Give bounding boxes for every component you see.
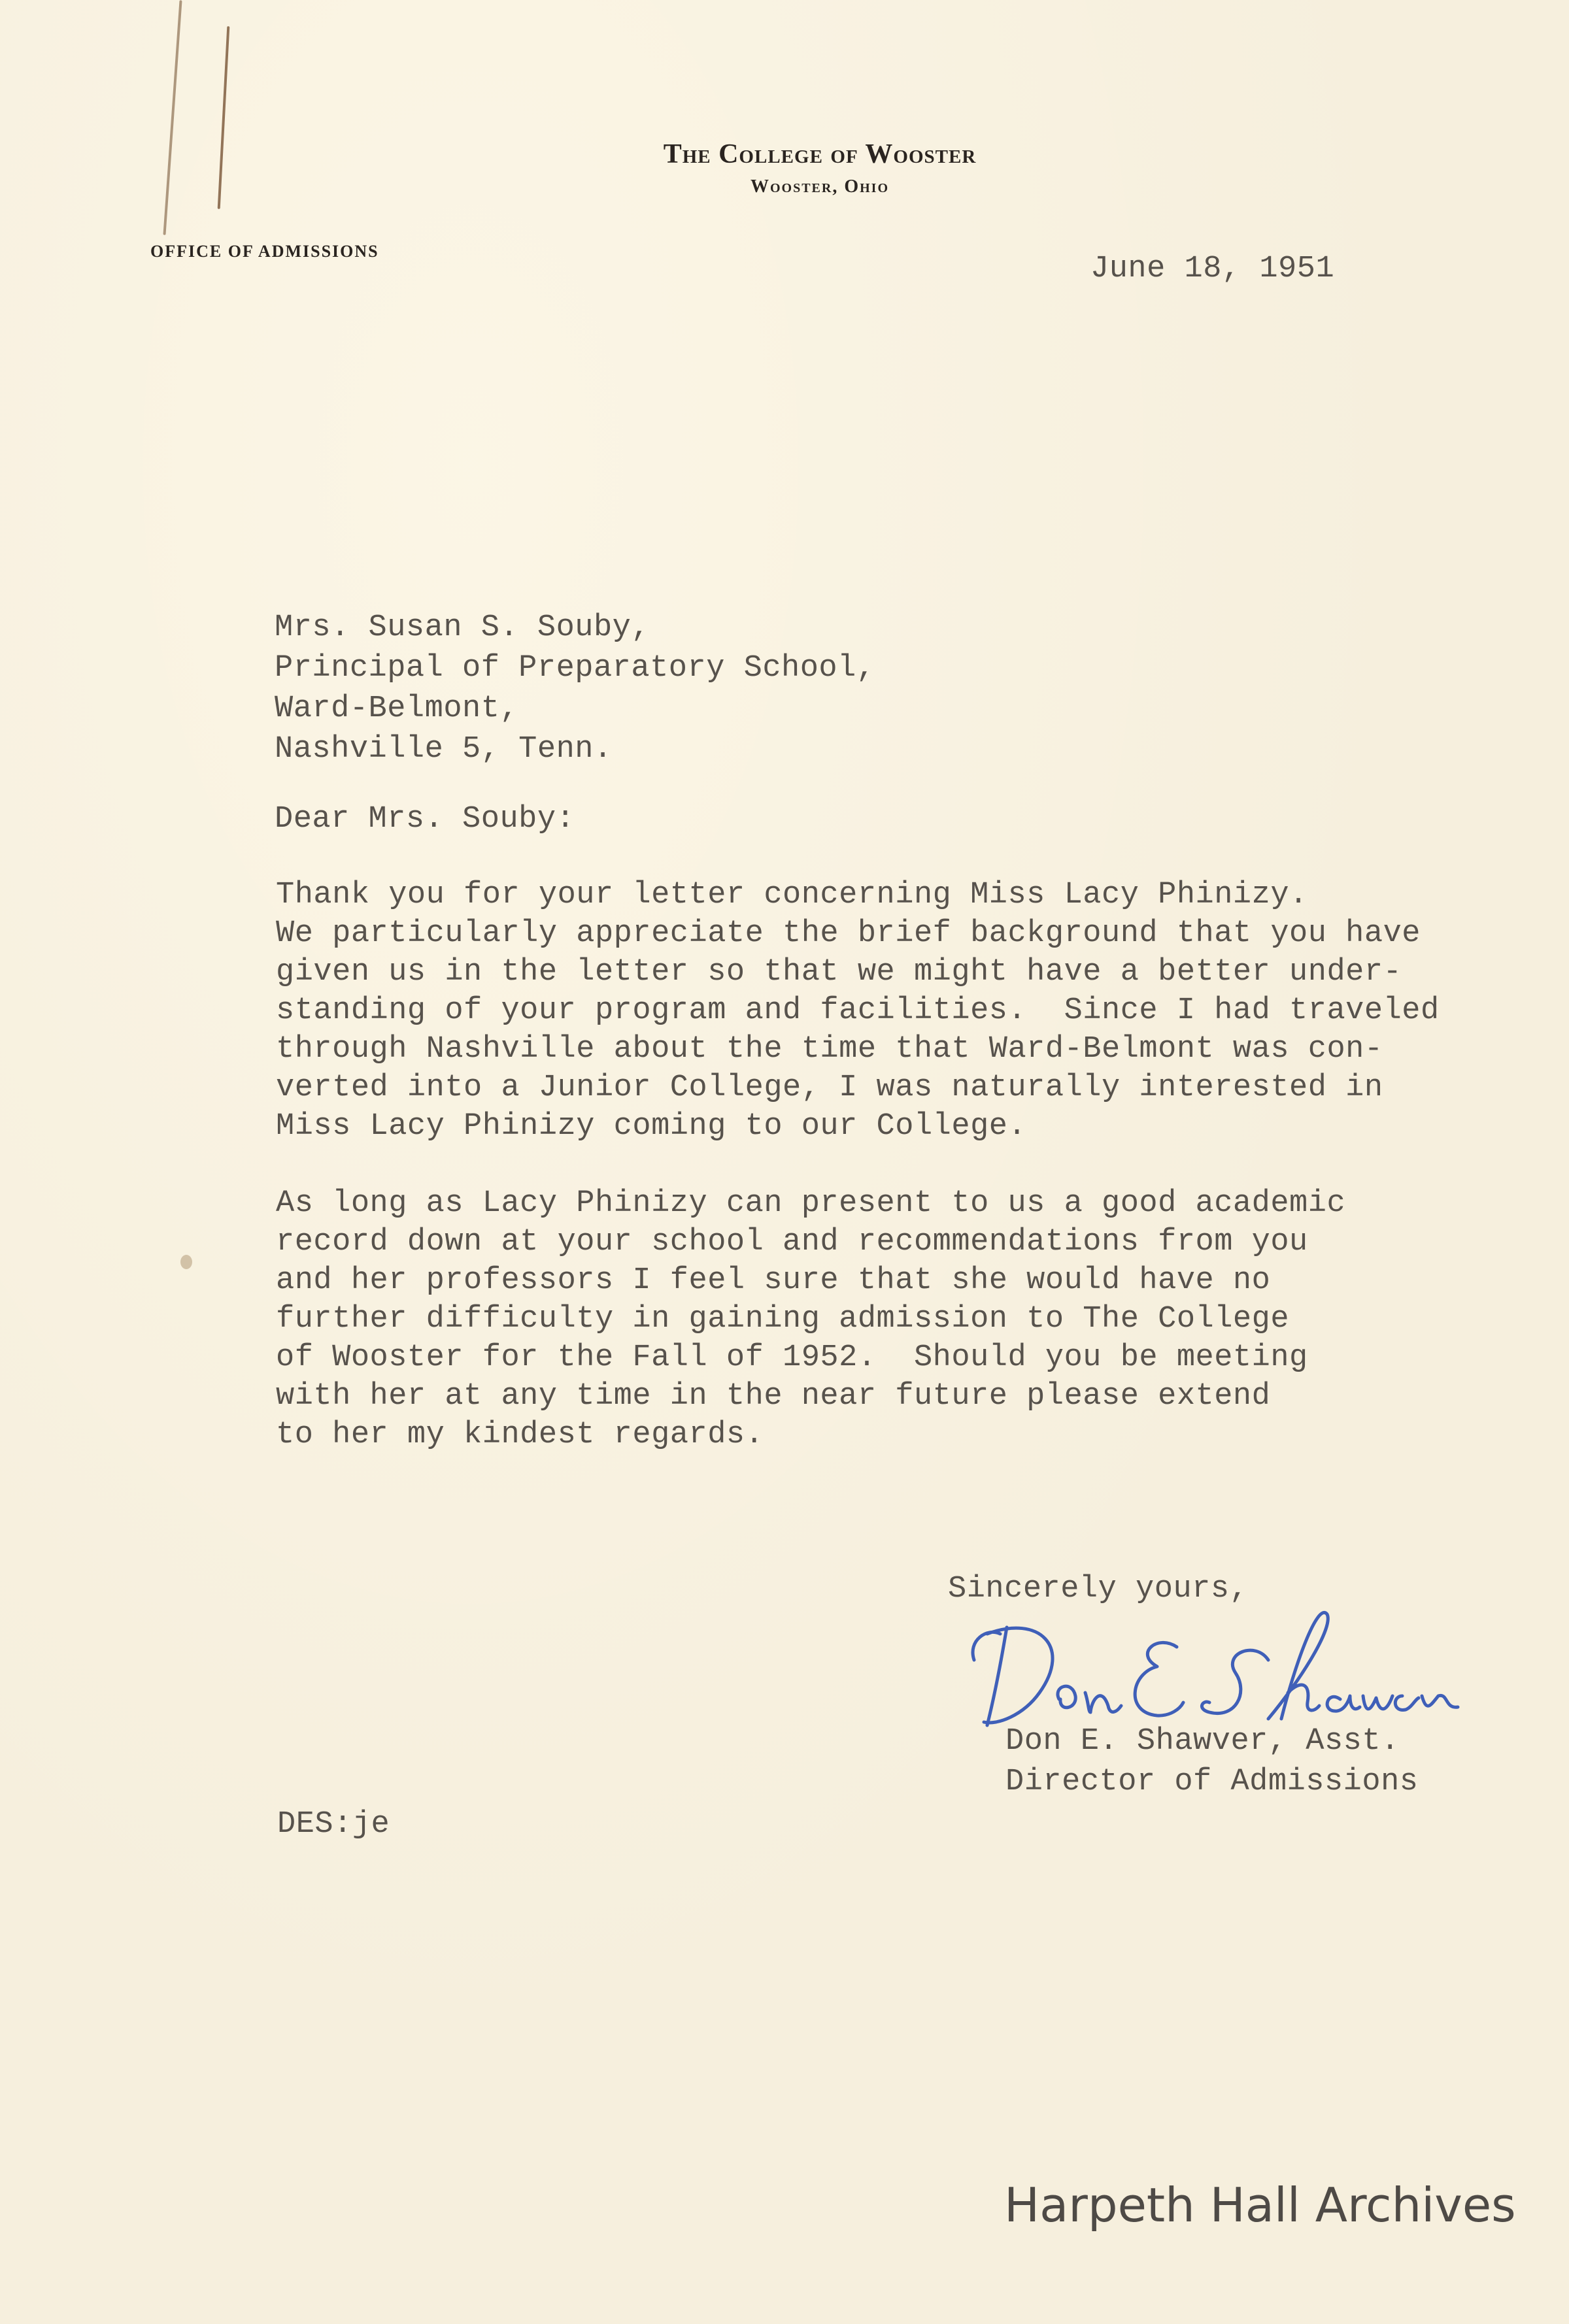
recipient-address (275, 608, 875, 770)
body-paragraph-1: Thank you for your letter concerning Miss Lacy Phinizy. We particularly appreciate the brief background that you have given us in the letter so that we might have a better under- standing of your program and facilities. Since I had traveled through Nashville about the time that Ward-Belmont was con- verted into a Junior College, I was naturally interested in Miss Lacy Phinizy coming to our College. (276, 878, 1440, 1144)
reference-initials: DES:je (277, 1807, 390, 1842)
signer-title: Director of Admissions (1005, 1765, 1419, 1799)
recipient-name: Mrs. Susan S. Souby, (275, 610, 650, 645)
letterhead-location: Wooster, Ohio (750, 176, 890, 197)
letterhead-office: OFFICE OF ADMISSIONS (150, 242, 379, 261)
letter-date: June 18, 1951 (1090, 252, 1335, 286)
recipient-school: Ward-Belmont, (275, 691, 519, 726)
recipient-city: Nashville 5, Tenn. (275, 732, 613, 767)
handwritten-signature (961, 1588, 1484, 1738)
signer-name: Don E. Shawver, Asst. (1005, 1724, 1400, 1759)
closing: Sincerely yours, (948, 1572, 1249, 1606)
signer-block (1005, 1721, 1419, 1802)
recipient-title: Principal of Preparatory School, (275, 651, 875, 686)
fold-crease-left (163, 0, 182, 235)
paper-stain (180, 1255, 192, 1269)
letterhead-institution: The College of Wooster (663, 139, 977, 169)
archive-watermark: Harpeth Hall Archives (1004, 2178, 1516, 2233)
salutation: Dear Mrs. Souby: (275, 802, 575, 837)
body-paragraph-2: As long as Lacy Phinizy can present to us a good academic record down at your school and recommendations from you and her professors I feel sure that she would have no further difficulty in gaining admission to The College of Wooster for the Fall of 1952. Should you be meeting with her at any time in the near future please extend to her my kindest regards. (276, 1186, 1346, 1452)
